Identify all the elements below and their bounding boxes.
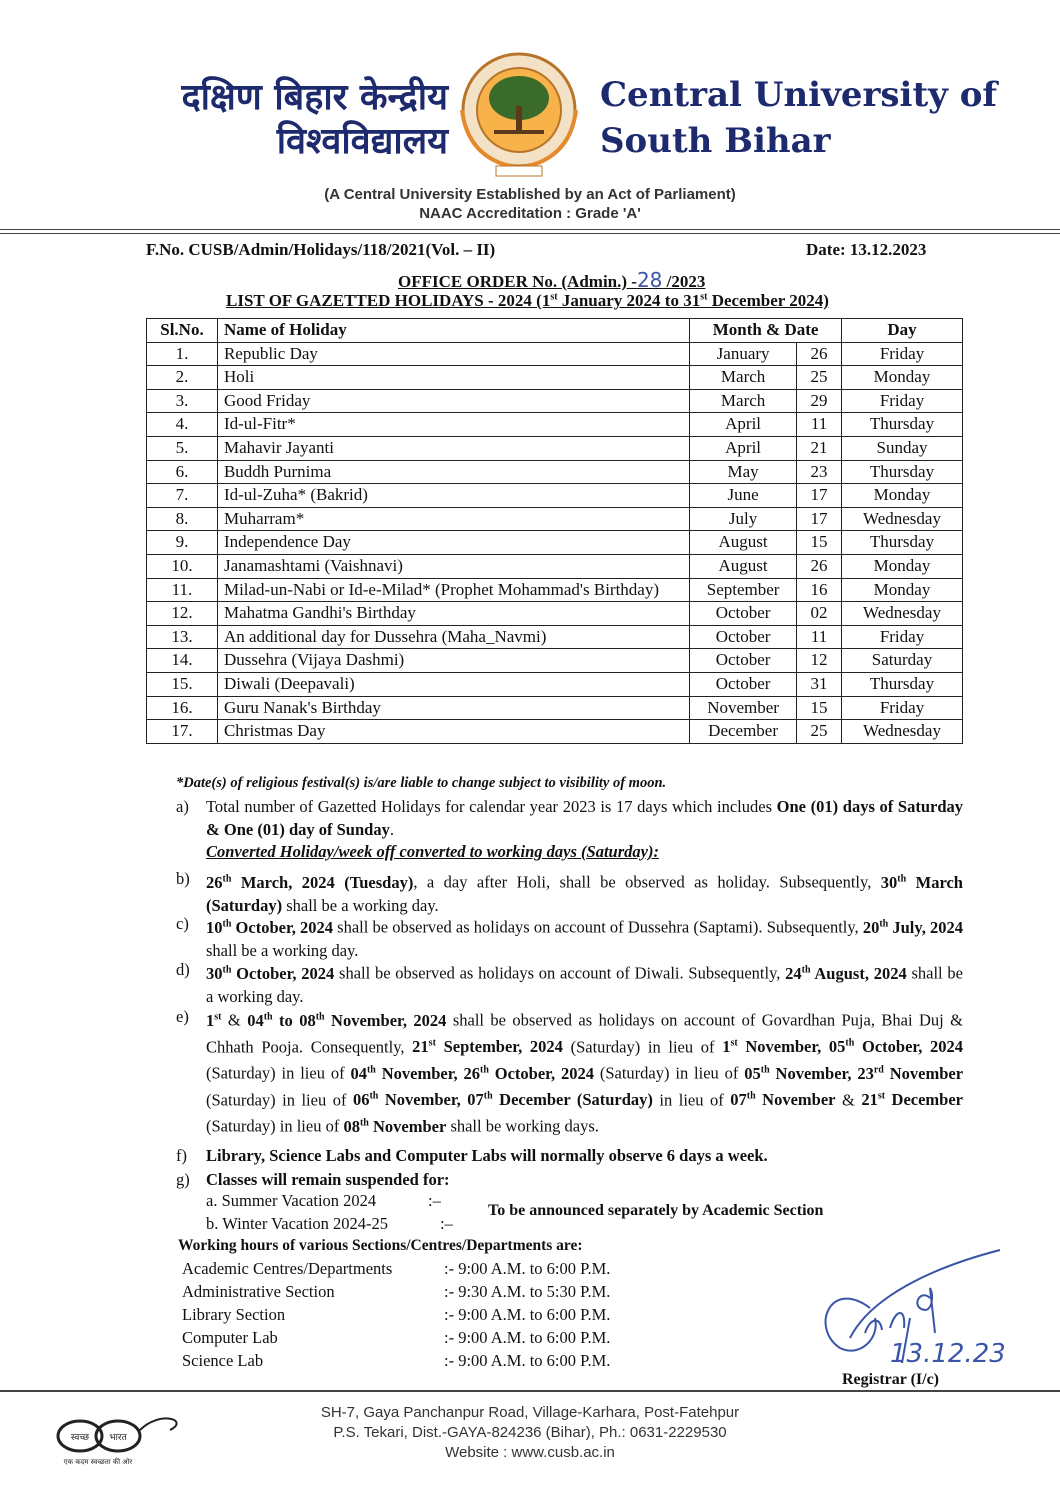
holiday-sl-no: 9. (147, 531, 218, 555)
moon-footnote: *Date(s) of religious festival(s) is/are liable to change subject to visibility of moon. (176, 775, 667, 791)
holiday-sl-no: 8. (147, 507, 218, 531)
holiday-list-title: LIST OF GAZETTED HOLIDAYS - 2024 (1st January 2024 to 31st December 2024) (226, 291, 829, 310)
office-order-number (398, 268, 705, 292)
holiday-sl-no: 10. (147, 554, 218, 578)
holiday-month: April (690, 413, 797, 437)
holiday-month: April (690, 436, 797, 460)
note-b-label: b) (176, 869, 190, 888)
working-hours-section: Science Lab (182, 1351, 264, 1370)
holiday-name: Dussehra (Vijaya Dashmi) (217, 649, 689, 673)
holiday-table (146, 318, 963, 744)
table-row (147, 531, 963, 555)
holiday-name: Christmas Day (217, 720, 689, 744)
holiday-day: Thursday (842, 413, 963, 437)
handwritten-order-number: 28 (636, 268, 663, 292)
header-divider (0, 229, 1060, 230)
holiday-name: Good Friday (217, 389, 689, 413)
holiday-day: Wednesday (842, 720, 963, 744)
holiday-sl-no: 16. (147, 696, 218, 720)
note-g-label: g) (176, 1170, 190, 1189)
working-hours-section: Academic Centres/Departments (182, 1259, 393, 1278)
holiday-day: Monday (842, 484, 963, 508)
holiday-sl-no: 3. (147, 389, 218, 413)
winter-colon: :– (440, 1214, 453, 1233)
establishment-subtitle: (A Central University Established by an Act of Parliament) (324, 186, 736, 203)
footer-address-1: SH-7, Gaya Panchanpur Road, Village-Karhara, Post-Fatehpur (320, 1404, 740, 1421)
table-row (147, 720, 963, 744)
note-c-label: c) (176, 914, 189, 933)
working-hours-section: Administrative Section (182, 1282, 335, 1301)
svg-text:भारत: भारत (109, 1433, 127, 1443)
university-name-english (600, 72, 997, 164)
holiday-month: November (690, 696, 797, 720)
holiday-month: September (690, 578, 797, 602)
holiday-month: October (690, 602, 797, 626)
holiday-date: 21 (797, 436, 842, 460)
holiday-day: Sunday (842, 436, 963, 460)
holiday-day: Monday (842, 578, 963, 602)
holiday-day: Thursday (842, 460, 963, 484)
holiday-day: Wednesday (842, 602, 963, 626)
note-a: Total number of Gazetted Holidays for calendar year 2023 is 17 days which includes One (01) days of Saturday & One (01) day of Sunday. (206, 797, 964, 839)
header-divider-thin (0, 233, 1060, 234)
holiday-name: Holi (217, 366, 689, 390)
holiday-date: 15 (797, 531, 842, 555)
holiday-month: August (690, 531, 797, 555)
working-hours-section: Library Section (182, 1305, 286, 1324)
holiday-date: 25 (797, 366, 842, 390)
holiday-sl-no: 13. (147, 625, 218, 649)
holiday-sl-no: 5. (147, 436, 218, 460)
svg-text:एक कदम स्वच्छता की ओर: एक कदम स्वच्छता की ओर (63, 1458, 133, 1466)
holiday-sl-no: 14. (147, 649, 218, 673)
table-row (147, 507, 963, 531)
vacation-announcement: To be announced separately by Academic Section (488, 1202, 824, 1219)
holiday-day: Friday (842, 389, 963, 413)
holiday-sl-no: 2. (147, 366, 218, 390)
holiday-sl-no: 11. (147, 578, 218, 602)
holiday-day: Thursday (842, 531, 963, 555)
holiday-day: Friday (842, 696, 963, 720)
holiday-month: January (690, 342, 797, 366)
converted-holidays-heading: Converted Holiday/week off converted to working days (Saturday): (206, 842, 659, 861)
table-row (147, 672, 963, 696)
holiday-sl-no: 7. (147, 484, 218, 508)
holiday-date: 11 (797, 413, 842, 437)
holiday-table-body (147, 342, 963, 743)
table-row (147, 342, 963, 366)
table-row (147, 460, 963, 484)
working-hours-time: :- 9:00 A.M. to 6:00 P.M. (444, 1328, 611, 1347)
working-hours-section: Computer Lab (182, 1328, 278, 1347)
holiday-name: Milad-un-Nabi or Id-e-Milad* (Prophet Mohammad's Birthday) (217, 578, 689, 602)
svg-text:स्वच्छ: स्वच्छ (70, 1433, 90, 1443)
university-name-hindi (118, 76, 448, 164)
holiday-name: Buddh Purnima (217, 460, 689, 484)
registrar-signature (810, 1238, 1040, 1378)
table-row (147, 625, 963, 649)
holiday-date: 31 (797, 672, 842, 696)
note-d: 30th October, 2024 shall be observed as holidays on account of Diwali. Subsequently, 24th August, 2024 shall be a working day. (206, 963, 963, 1006)
holiday-date: 16 (797, 578, 842, 602)
summer-colon: :– (428, 1191, 441, 1210)
holiday-day: Monday (842, 366, 963, 390)
hindi-name-line1: दक्षिण बिहार केन्द्रीय (181, 77, 448, 118)
holiday-month: December (690, 720, 797, 744)
holiday-day: Friday (842, 625, 963, 649)
note-f-label: f) (176, 1146, 187, 1165)
holiday-date: 02 (797, 602, 842, 626)
holiday-name: Mahavir Jayanti (217, 436, 689, 460)
holiday-month: October (690, 625, 797, 649)
holiday-month: August (690, 554, 797, 578)
summer-vacation: a. Summer Vacation 2024 (206, 1191, 377, 1210)
table-header-row (147, 319, 963, 343)
order-date: Date: 13.12.2023 (806, 240, 927, 259)
english-name-line2: South Bihar (600, 121, 831, 161)
holiday-day: Monday (842, 554, 963, 578)
holiday-name: Republic Day (217, 342, 689, 366)
note-e-label: e) (176, 1007, 189, 1026)
holiday-sl-no: 6. (147, 460, 218, 484)
table-row (147, 578, 963, 602)
note-g: Classes will remain suspended for: (206, 1170, 450, 1189)
table-row (147, 413, 963, 437)
holiday-date: 17 (797, 484, 842, 508)
holiday-date: 23 (797, 460, 842, 484)
table-row (147, 484, 963, 508)
working-hours-time: :- 9:00 A.M. to 6:00 P.M. (444, 1259, 611, 1278)
table-row (147, 389, 963, 413)
university-logo (458, 50, 580, 180)
holiday-month: October (690, 672, 797, 696)
footer-divider (0, 1390, 1060, 1392)
note-d-label: d) (176, 960, 190, 979)
header-holiday-name: Name of Holiday (217, 319, 689, 343)
accreditation-line: NAAC Accreditation : Grade 'A' (419, 205, 641, 222)
table-row (147, 436, 963, 460)
holiday-sl-no: 15. (147, 672, 218, 696)
note-a-label: a) (176, 797, 189, 816)
holiday-date: 11 (797, 625, 842, 649)
holiday-date: 26 (797, 554, 842, 578)
holiday-month: March (690, 366, 797, 390)
holiday-date: 29 (797, 389, 842, 413)
holiday-name: Mahatma Gandhi's Birthday (217, 602, 689, 626)
holiday-name: Guru Nanak's Birthday (217, 696, 689, 720)
holiday-sl-no: 12. (147, 602, 218, 626)
registrar-label: Registrar (I/c) (842, 1371, 939, 1388)
holiday-month: May (690, 460, 797, 484)
working-hours-time: :- 9:00 A.M. to 6:00 P.M. (444, 1351, 611, 1370)
holiday-name: Id-ul-Zuha* (Bakrid) (217, 484, 689, 508)
winter-vacation: b. Winter Vacation 2024-25 (206, 1214, 389, 1233)
footer-website[interactable]: Website : www.cusb.ac.in (445, 1444, 615, 1461)
footer-address-2: P.S. Tekari, Dist.-GAYA-824236 (Bihar), Ph.: 0631-2229530 (333, 1424, 727, 1441)
holiday-date: 12 (797, 649, 842, 673)
holiday-month: October (690, 649, 797, 673)
holiday-day: Wednesday (842, 507, 963, 531)
holiday-date: 17 (797, 507, 842, 531)
holiday-month: March (690, 389, 797, 413)
note-c: 10th October, 2024 shall be observed as holidays on account of Dussehra (Saptami). Subsequently, 20th July, 2024 shall be a working day. (206, 917, 963, 960)
working-hours-time: :- 9:30 A.M. to 5:30 P.M. (444, 1282, 611, 1301)
holiday-name: Muharram* (217, 507, 689, 531)
holiday-month: July (690, 507, 797, 531)
holiday-name: Independence Day (217, 531, 689, 555)
order-suffix: /2023 (662, 272, 706, 291)
note-b: 26th March, 2024 (Tuesday), a day after Holi, shall be observed as holiday. Subsequently, 30th March (Saturday) shall be a working day. (206, 872, 963, 915)
holiday-sl-no: 4. (147, 413, 218, 437)
holiday-date: 26 (797, 342, 842, 366)
header-month-date: Month & Date (690, 319, 842, 343)
header-sl-no: Sl.No. (147, 319, 218, 343)
working-hours-title: Working hours of various Sections/Centres/Departments are: (178, 1237, 583, 1254)
holiday-day: Friday (842, 342, 963, 366)
holiday-date: 15 (797, 696, 842, 720)
holiday-name: Janamashtami (Vaishnavi) (217, 554, 689, 578)
holiday-name: Diwali (Deepavali) (217, 672, 689, 696)
table-row (147, 602, 963, 626)
holiday-name: Id-ul-Fitr* (217, 413, 689, 437)
working-hours-time: :- 9:00 A.M. to 6:00 P.M. (444, 1305, 611, 1324)
holiday-sl-no: 1. (147, 342, 218, 366)
table-row (147, 649, 963, 673)
header-day: Day (842, 319, 963, 343)
table-row (147, 696, 963, 720)
table-row (147, 554, 963, 578)
holiday-day: Thursday (842, 672, 963, 696)
note-f: Library, Science Labs and Computer Labs will normally observe 6 days a week. (206, 1146, 768, 1165)
table-row (147, 366, 963, 390)
holiday-month: June (690, 484, 797, 508)
hindi-name-line2: विश्वविद्यालय (276, 121, 448, 162)
holiday-date: 25 (797, 720, 842, 744)
file-number: F.No. CUSB/Admin/Holidays/118/2021(Vol. – II) (146, 240, 496, 259)
order-prefix: OFFICE ORDER No. (Admin.) - (398, 272, 637, 291)
holiday-sl-no: 17. (147, 720, 218, 744)
holiday-name: An additional day for Dussehra (Maha_Navmi) (217, 625, 689, 649)
handwritten-date: 13.12.23 (890, 1339, 1006, 1369)
holiday-day: Saturday (842, 649, 963, 673)
note-e: 1st & 04th to 08th November, 2024 shall be observed as holidays on account of Govardhan Puja, Bhai Duj & Chhath Pooja. Consequently, 21st September, 2024 (Saturday) in lieu of 1st November, 05th October, 2024 (Saturday) in lieu of 04th November, 26th October, 2024 (Saturday) in lieu of 05th November, 23rd November (Saturday) in lieu of 06th November, 07th December (Saturday) in lieu of 07th November & 21st December (Saturday) in lieu of 08th November shall be working days. (206, 1010, 964, 1136)
english-name-line1: Central University of (600, 75, 998, 115)
